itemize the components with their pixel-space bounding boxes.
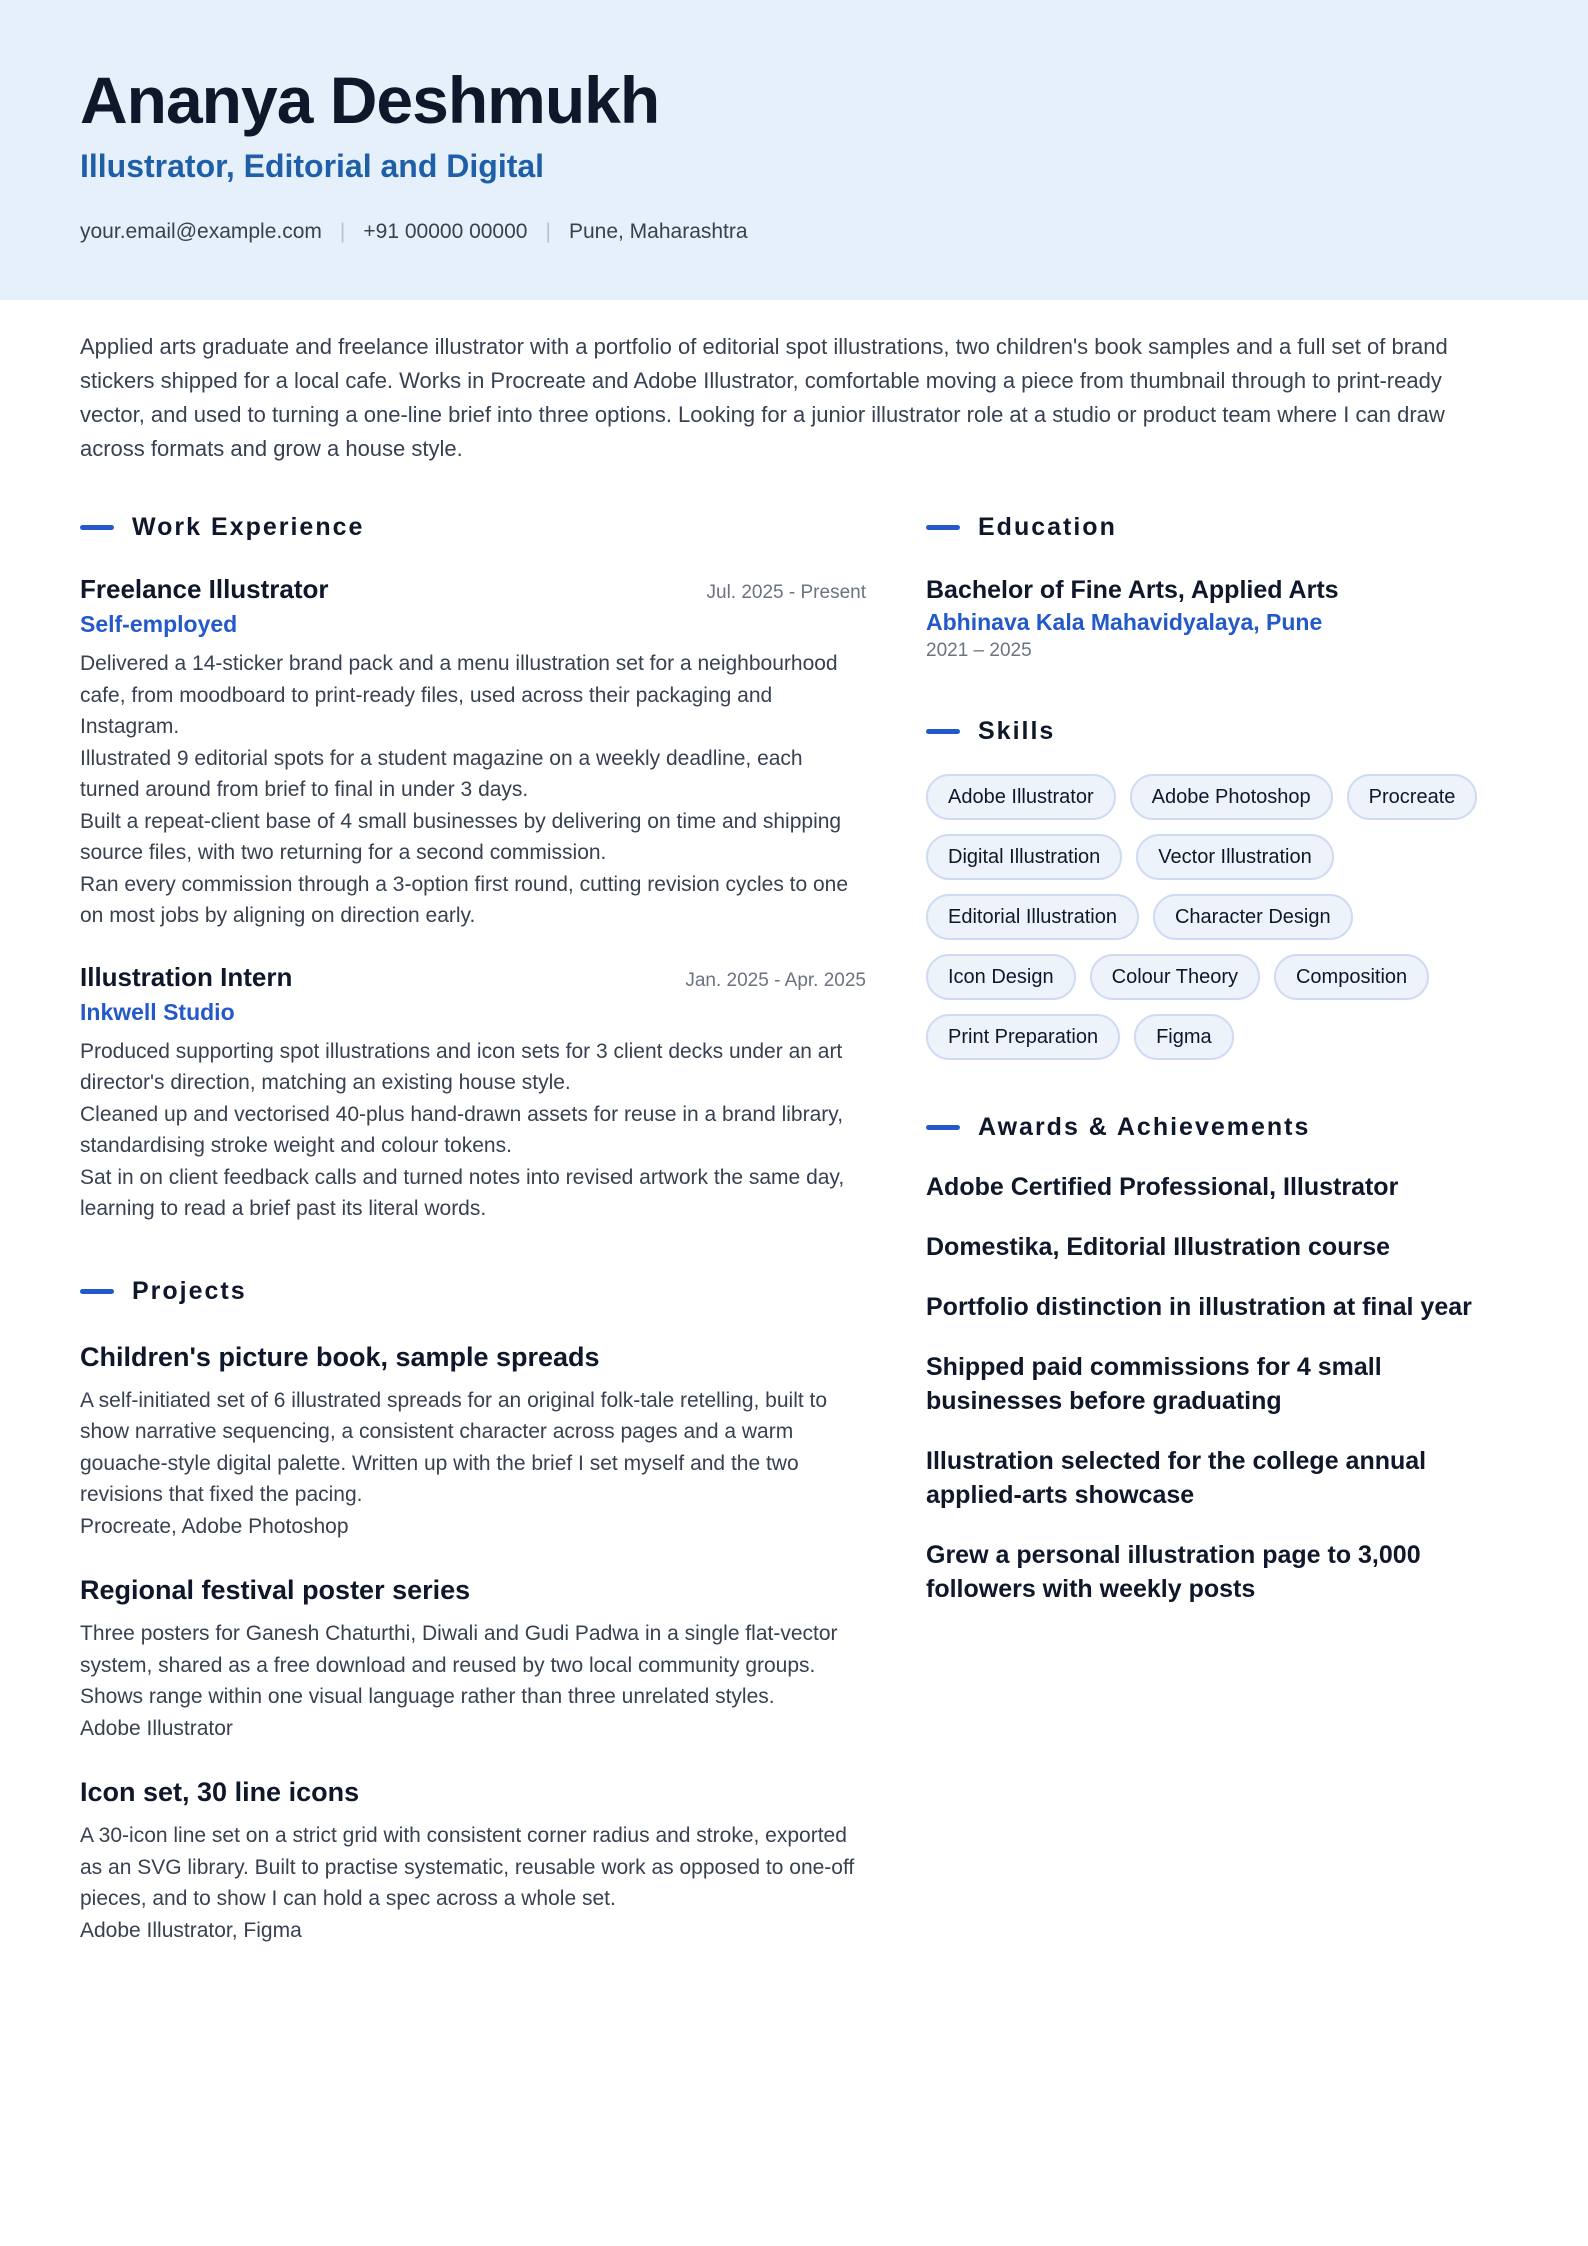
left-column [80,510,866,1946]
section-accent-bar [926,1125,960,1130]
job-bullet: Sat in on client feedback calls and turned notes into revised artwork the same day, learning to read a brief past its literal words. [80,1165,845,1220]
contact-separator: | [339,220,346,243]
skill-chip: Adobe Illustrator [926,774,1116,820]
skill-chip: Print Preparation [926,1014,1120,1060]
experience-item [80,574,866,932]
project-title: Regional festival poster series [80,1575,471,1605]
section-title-text: Education [978,512,1117,541]
project-description: A 30-icon line set on a strict grid with consistent corner radius and stroke, exported as an SVG library. Built to practise systematic, reusable work as opposed to one-off pieces, and to show I can hold a spec across a whole set. [80,1824,855,1910]
summary-paragraph: Applied arts graduate and freelance illustrator with a portfolio of editorial spot illustrations, two children's book samples and a full set of brand stickers shipped for a local cafe. Works in Procreate and Adobe Illustrator, comfortable moving a piece from thumbnail through to print-ready vector, and used to turning a one-line brief into three options. Looking for a junior illustrator role at a studio or product team where I can draw across formats and grow a house style. [80,334,1448,461]
project-title: Children's picture book, sample spreads [80,1341,600,1372]
contact-line [80,220,1508,244]
experience-head [80,962,866,993]
skill-chip: Vector Illustration [1136,834,1333,880]
job-bullet: Cleaned up and vectorised 40-plus hand-drawn assets for reuse in a brand library, standardising stroke weight and colour tokens. [80,1102,844,1157]
section-accent-bar [926,729,960,734]
job-bullet: Illustrated 9 editorial spots for a student magazine on a weekly deadline, each turned around from brief to final in under 3 days. [80,746,803,801]
project-item [80,1572,866,1744]
skill-chip: Adobe Photoshop [1130,774,1333,820]
section-accent-bar [80,525,114,530]
project-item [80,1774,866,1946]
education-years: 2021 – 2025 [926,640,1032,661]
project-item [80,1339,866,1543]
skill-chip: Editorial Illustration [926,894,1139,940]
experience-head [80,574,866,605]
section-title-experience [80,510,866,544]
project-tools: Procreate, Adobe Photoshop [80,1514,349,1538]
project-title: Icon set, 30 line icons [80,1777,360,1807]
job-bullets [80,648,866,932]
award-item: Domestika, Editorial Illustration course [926,1233,1391,1261]
project-tools: Adobe Illustrator, Figma [80,1918,302,1942]
section-title-text: Skills [978,716,1056,745]
section-accent-bar [80,1289,114,1294]
contact-location: Pune, Maharashtra [568,220,748,243]
education-school: Abhinava Kala Mahavidyalaya, Pune [926,609,1323,635]
skill-chip: Procreate [1347,774,1478,820]
job-organization: Self-employed [80,611,238,637]
skill-chip: Character Design [1153,894,1353,940]
skill-chip: Icon Design [926,954,1076,1000]
job-date: Jul. 2025 - Present [706,582,866,603]
job-bullet: Built a repeat-client base of 4 small businesses by delivering on time and shipping source files, with two returning for a second commission. [80,809,842,864]
section-title-awards [926,1110,1496,1144]
job-date: Jan. 2025 - Apr. 2025 [685,969,866,991]
job-bullet: Delivered a 14-sticker brand pack and a menu illustration set for a neighbourhood cafe, from moodboard to print-ready files, used across their packaging and Instagram. [80,652,838,738]
skill-chip: Colour Theory [1090,954,1260,1000]
project-description: Three posters for Ganesh Chaturthi, Diwali and Gudi Padwa in a single flat-vector system, shared as a free download and reused by two local community groups. Shows range within one visual language rather than three unrelated styles. [80,1622,838,1708]
award-item: Illustration selected for the college annual applied-arts showcase [926,1447,1427,1509]
award-item: Portfolio distinction in illustration at final year [926,1293,1472,1321]
job-title: Freelance Illustrator [80,574,329,604]
awards-list [926,1170,1496,1606]
award-item: Shipped paid commissions for 4 small businesses before graduating [926,1353,1382,1415]
project-description: A self-initiated set of 6 illustrated spreads for an original folk-tale retelling, built to show narrative sequencing, a consistent character across pages and a warm gouache-style digital palette. Written up with the brief I set myself and the two revisions that fixed the pacing. [80,1388,828,1506]
experience-item [80,962,866,1225]
contact-separator: | [545,220,551,243]
candidate-role: Illustrator, Editorial and Digital [80,148,545,184]
section-title-text: Awards & Achievements [978,1112,1311,1141]
candidate-name: Ananya Deshmukh [80,63,660,137]
award-item: Grew a personal illustration page to 3,000 followers with weekly posts [926,1541,1421,1603]
job-bullet: Ran every commission through a 3-option first round, cutting revision cycles to one on most jobs by aligning on direction early. [80,872,849,927]
contact-phone: +91 00000 00000 [363,220,528,243]
right-column [926,510,1496,1946]
skill-chip: Figma [1134,1014,1234,1060]
resume-header [0,0,1588,300]
education-degree: Bachelor of Fine Arts, Applied Arts [926,576,1339,604]
project-tools: Adobe Illustrator [80,1716,233,1740]
section-title-skills [926,714,1496,748]
job-organization: Inkwell Studio [80,998,235,1025]
section-accent-bar [926,525,960,530]
skills-list [926,774,1496,1060]
job-bullets [80,1036,866,1225]
skill-chip: Digital Illustration [926,834,1122,880]
resume-columns [0,510,1588,1946]
section-title-education [926,510,1496,544]
job-title: Illustration Intern [80,961,293,992]
section-title-text: Work Experience [132,512,365,541]
job-bullet: Produced supporting spot illustrations and icon sets for 3 client decks under an art director's direction, matching an existing house style. [80,1039,843,1094]
skill-chip: Composition [1274,954,1429,1000]
section-title-projects [80,1275,866,1309]
section-title-text: Projects [132,1277,247,1305]
contact-email: your.email@example.com [80,220,322,243]
education-item [926,574,1496,664]
award-item: Adobe Certified Professional, Illustrator [926,1173,1399,1201]
